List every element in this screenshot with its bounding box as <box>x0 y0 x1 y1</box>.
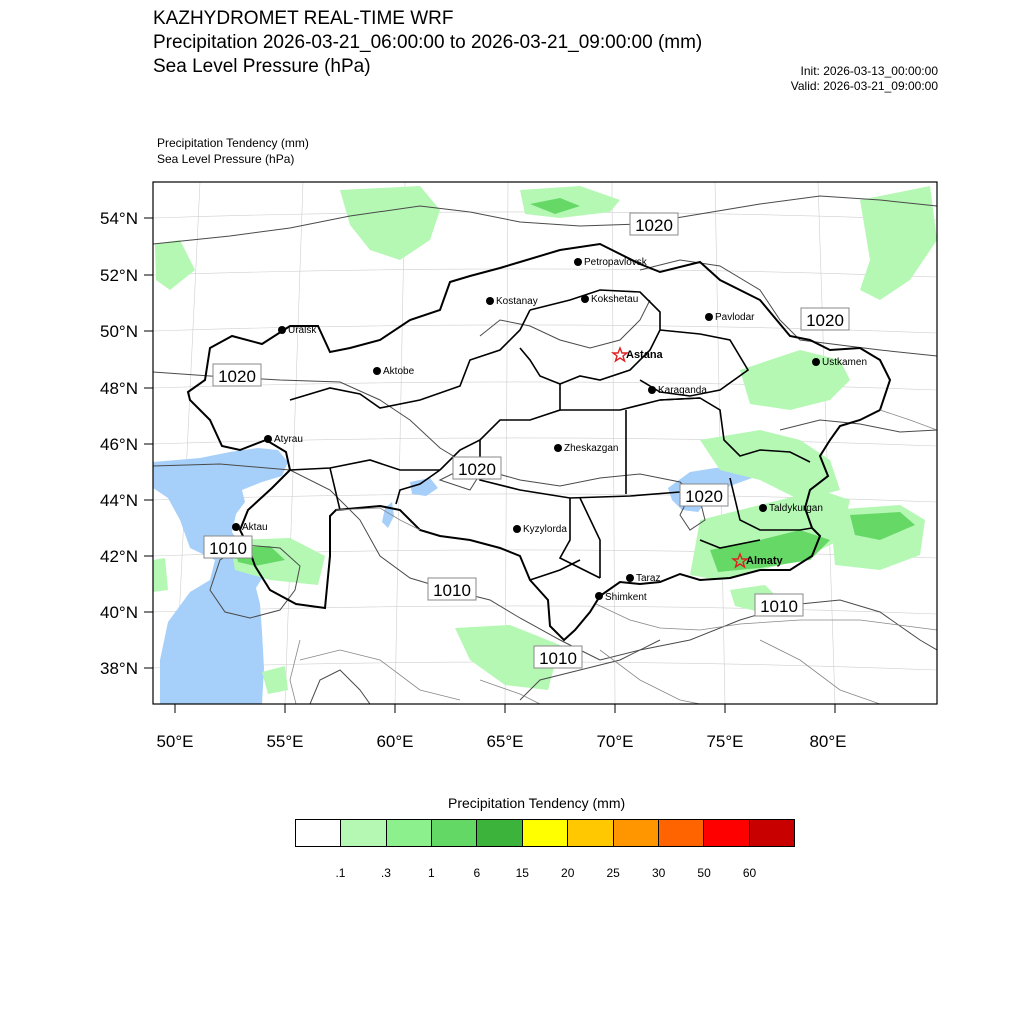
colorbar-tick-label: .3 <box>380 866 391 880</box>
title-line-3: Sea Level Pressure (hPa) <box>153 56 371 77</box>
city-label: Aktobe <box>383 366 415 377</box>
lat-label: 46°N <box>100 435 138 454</box>
colorbar <box>295 819 795 847</box>
colorbar-tick-label: 1 <box>428 866 435 880</box>
colorbar-swatch <box>477 820 522 846</box>
svg-text:1010: 1010 <box>760 597 798 616</box>
city-label: Kokshetau <box>591 294 639 305</box>
lat-label: 52°N <box>100 266 138 285</box>
isobar-label <box>534 646 582 668</box>
svg-text:1010: 1010 <box>433 581 471 600</box>
lat-label: 44°N <box>100 491 138 510</box>
city-label: Ustkamen <box>822 357 868 368</box>
city-label: Atyrau <box>274 434 303 445</box>
colorbar-tick-label: 6 <box>473 866 481 880</box>
svg-text:1010: 1010 <box>539 649 577 668</box>
colorbar-tick-label: 15 <box>515 866 529 880</box>
colorbar-tick-label: 60 <box>742 866 757 880</box>
isobar-label <box>428 578 476 600</box>
colorbar-swatch <box>750 820 794 846</box>
lon-label: 80°E <box>809 732 847 751</box>
city-label: Pavlodar <box>715 312 755 323</box>
lon-label: 50°E <box>156 732 194 751</box>
city-label: Shimkent <box>605 592 647 603</box>
colorbar-tick-label: 25 <box>606 866 620 880</box>
lat-label: 42°N <box>100 547 138 566</box>
lon-label: 75°E <box>706 732 744 751</box>
isobar-label <box>801 308 849 330</box>
colorbar-swatch <box>341 820 386 846</box>
colorbar-swatch <box>387 820 432 846</box>
subtitle-slp: Sea Level Pressure (hPa) <box>157 152 295 166</box>
city-label: Petropavlovsk <box>584 257 647 268</box>
lat-label: 50°N <box>100 322 138 341</box>
lat-label: 40°N <box>100 603 138 622</box>
lon-label: 60°E <box>376 732 414 751</box>
isobar-label <box>630 213 678 235</box>
city-label: Karaganda <box>658 385 707 396</box>
lat-label: 48°N <box>100 379 138 398</box>
title-line-2: Precipitation 2026-03-21_06:00:00 to 2026-03-21_09:00:00 (mm) <box>153 32 703 53</box>
lat-label: 38°N <box>100 659 138 678</box>
city-label: Taldykurgan <box>769 503 823 514</box>
city-label: Taraz <box>636 573 661 584</box>
isobar-label <box>680 484 728 506</box>
subtitle-precip: Precipitation Tendency (mm) <box>157 136 309 150</box>
colorbar-tick-label: .1 <box>335 866 346 880</box>
svg-text:1020: 1020 <box>218 367 256 386</box>
city-label: Aktau <box>242 522 268 533</box>
isobar-label <box>213 364 261 386</box>
isobar-label <box>204 536 252 558</box>
svg-text:1020: 1020 <box>458 460 496 479</box>
svg-text:1020: 1020 <box>685 487 723 506</box>
city-label: Kostanay <box>496 296 538 307</box>
city-label: Astana <box>626 349 663 361</box>
colorbar-title: Precipitation Tendency (mm) <box>448 795 626 811</box>
colorbar-swatch <box>704 820 749 846</box>
colorbar-tick-label: 20 <box>561 866 575 880</box>
colorbar-swatch <box>523 820 568 846</box>
colorbar-tick-label: 50 <box>697 866 711 880</box>
colorbar-swatch <box>432 820 477 846</box>
city-taldykurgan <box>759 503 823 514</box>
title-line-1: KAZHYDROMET REAL-TIME WRF <box>153 8 454 29</box>
city-zheskazgan <box>554 443 618 454</box>
colorbar-swatch <box>659 820 704 846</box>
city-label: Uralsk <box>288 325 317 336</box>
colorbar-swatch <box>296 820 341 846</box>
city-label: Zheskazgan <box>564 443 619 454</box>
colorbar-tick-label: 30 <box>651 866 666 880</box>
city-label: Kyzylorda <box>523 524 567 535</box>
svg-text:1020: 1020 <box>806 311 844 330</box>
colorbar-swatch <box>614 820 659 846</box>
lon-label: 55°E <box>266 732 304 751</box>
colorbar-swatch <box>568 820 613 846</box>
city-label: Almaty <box>746 555 783 567</box>
init-time: Init: 2026-03-13_00:00:00 <box>800 64 938 78</box>
isobar-label <box>453 457 501 479</box>
valid-time: Valid: 2026-03-21_09:00:00 <box>790 79 938 93</box>
lon-label: 70°E <box>596 732 634 751</box>
svg-text:1010: 1010 <box>209 539 247 558</box>
svg-text:1020: 1020 <box>635 216 673 235</box>
city-petropavlovsk <box>574 257 648 268</box>
isobar-label <box>755 594 803 616</box>
lat-label: 54°N <box>100 209 138 228</box>
lon-label: 65°E <box>486 732 524 751</box>
